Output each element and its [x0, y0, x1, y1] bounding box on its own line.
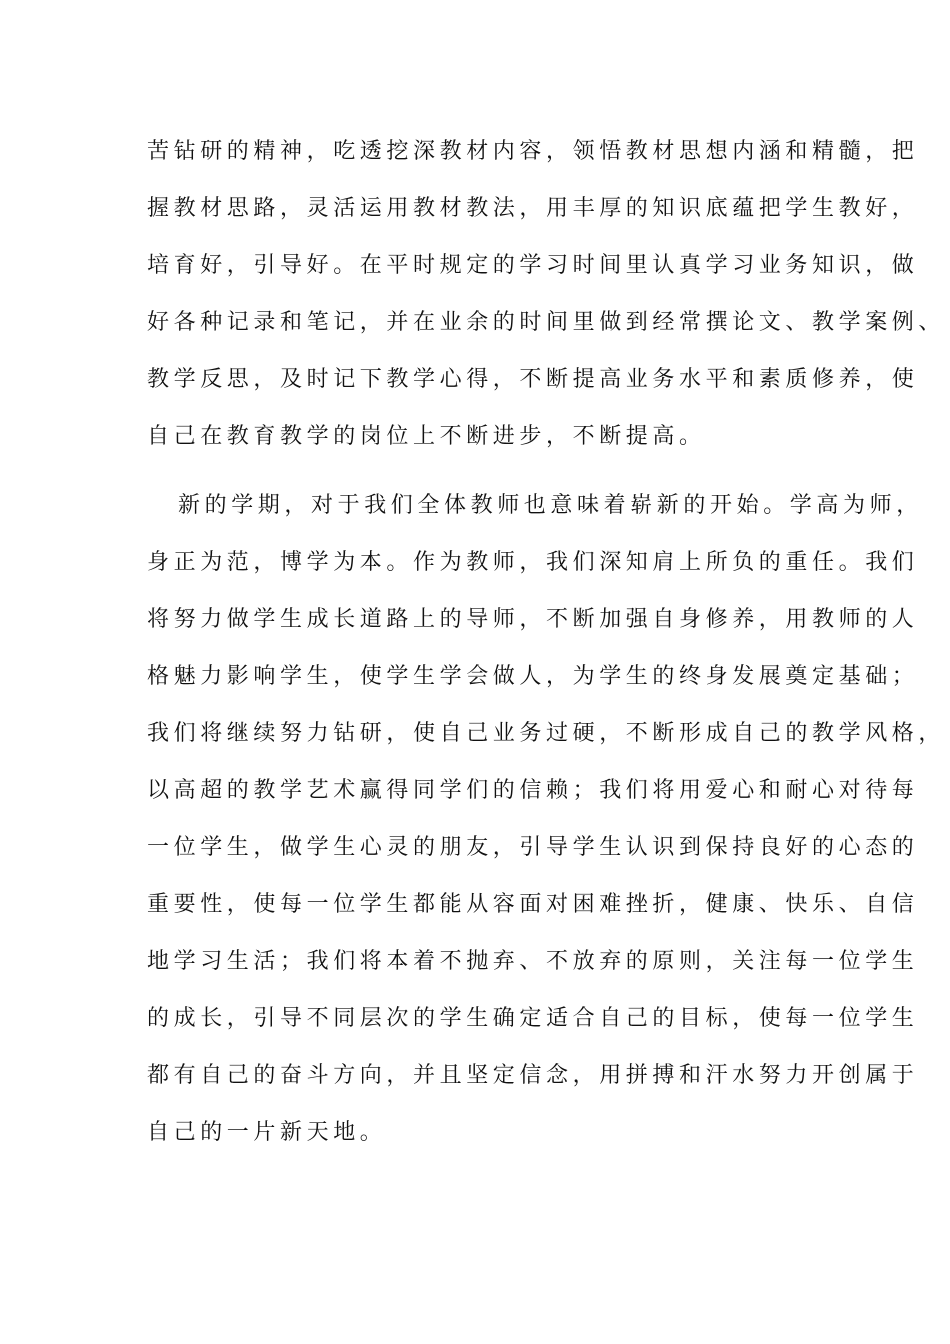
text-line: 身正为范，博学为本。作为教师，我们深知肩上所负的重任。我们	[147, 550, 919, 575]
text-line: 自己的一片新天地。	[147, 1120, 387, 1145]
text-line: 苦钻研的精神，吃透挖深教材内容，领悟教材思想内涵和精髓，把	[147, 139, 919, 164]
text-line: 新的学期，对于我们全体教师也意味着崭新的开始。学高为师，	[178, 493, 923, 518]
text-line: 一位学生，做学生心灵的朋友，引导学生认识到保持良好的心态的	[147, 835, 919, 860]
text-line: 将努力做学生成长道路上的导师，不断加强自身修养，用教师的人	[147, 607, 919, 632]
text-line: 地学习生活；我们将本着不抛弃、不放弃的原则，关注每一位学生	[147, 949, 919, 974]
text-line: 的成长，引导不同层次的学生确定适合自己的目标，使每一位学生	[147, 1006, 919, 1031]
text-line: 培育好，引导好。在平时规定的学习时间里认真学习业务知识，做	[147, 253, 919, 278]
text-line: 我们将继续努力钻研，使自己业务过硬，不断形成自己的教学风格，	[147, 721, 946, 746]
text-line: 格魅力影响学生，使学生学会做人，为学生的终身发展奠定基础；	[147, 664, 919, 689]
text-line: 好各种记录和笔记，并在业余的时间里做到经常撰论文、教学案例、	[147, 310, 946, 335]
text-line: 重要性，使每一位学生都能从容面对困难挫折，健康、快乐、自信	[147, 892, 919, 917]
text-line: 教学反思，及时记下教学心得，不断提高业务水平和素质修养，使	[147, 367, 919, 392]
text-line: 以高超的教学艺术赢得同学们的信赖；我们将用爱心和耐心对待每	[147, 778, 919, 803]
text-line: 都有自己的奋斗方向，并且坚定信念，用拼搏和汗水努力开创属于	[147, 1063, 919, 1088]
text-line: 自己在教育教学的岗位上不断进步，不断提高。	[147, 424, 706, 449]
text-line: 握教材思路，灵活运用教材教法，用丰厚的知识底蕴把学生教好，	[147, 196, 919, 221]
